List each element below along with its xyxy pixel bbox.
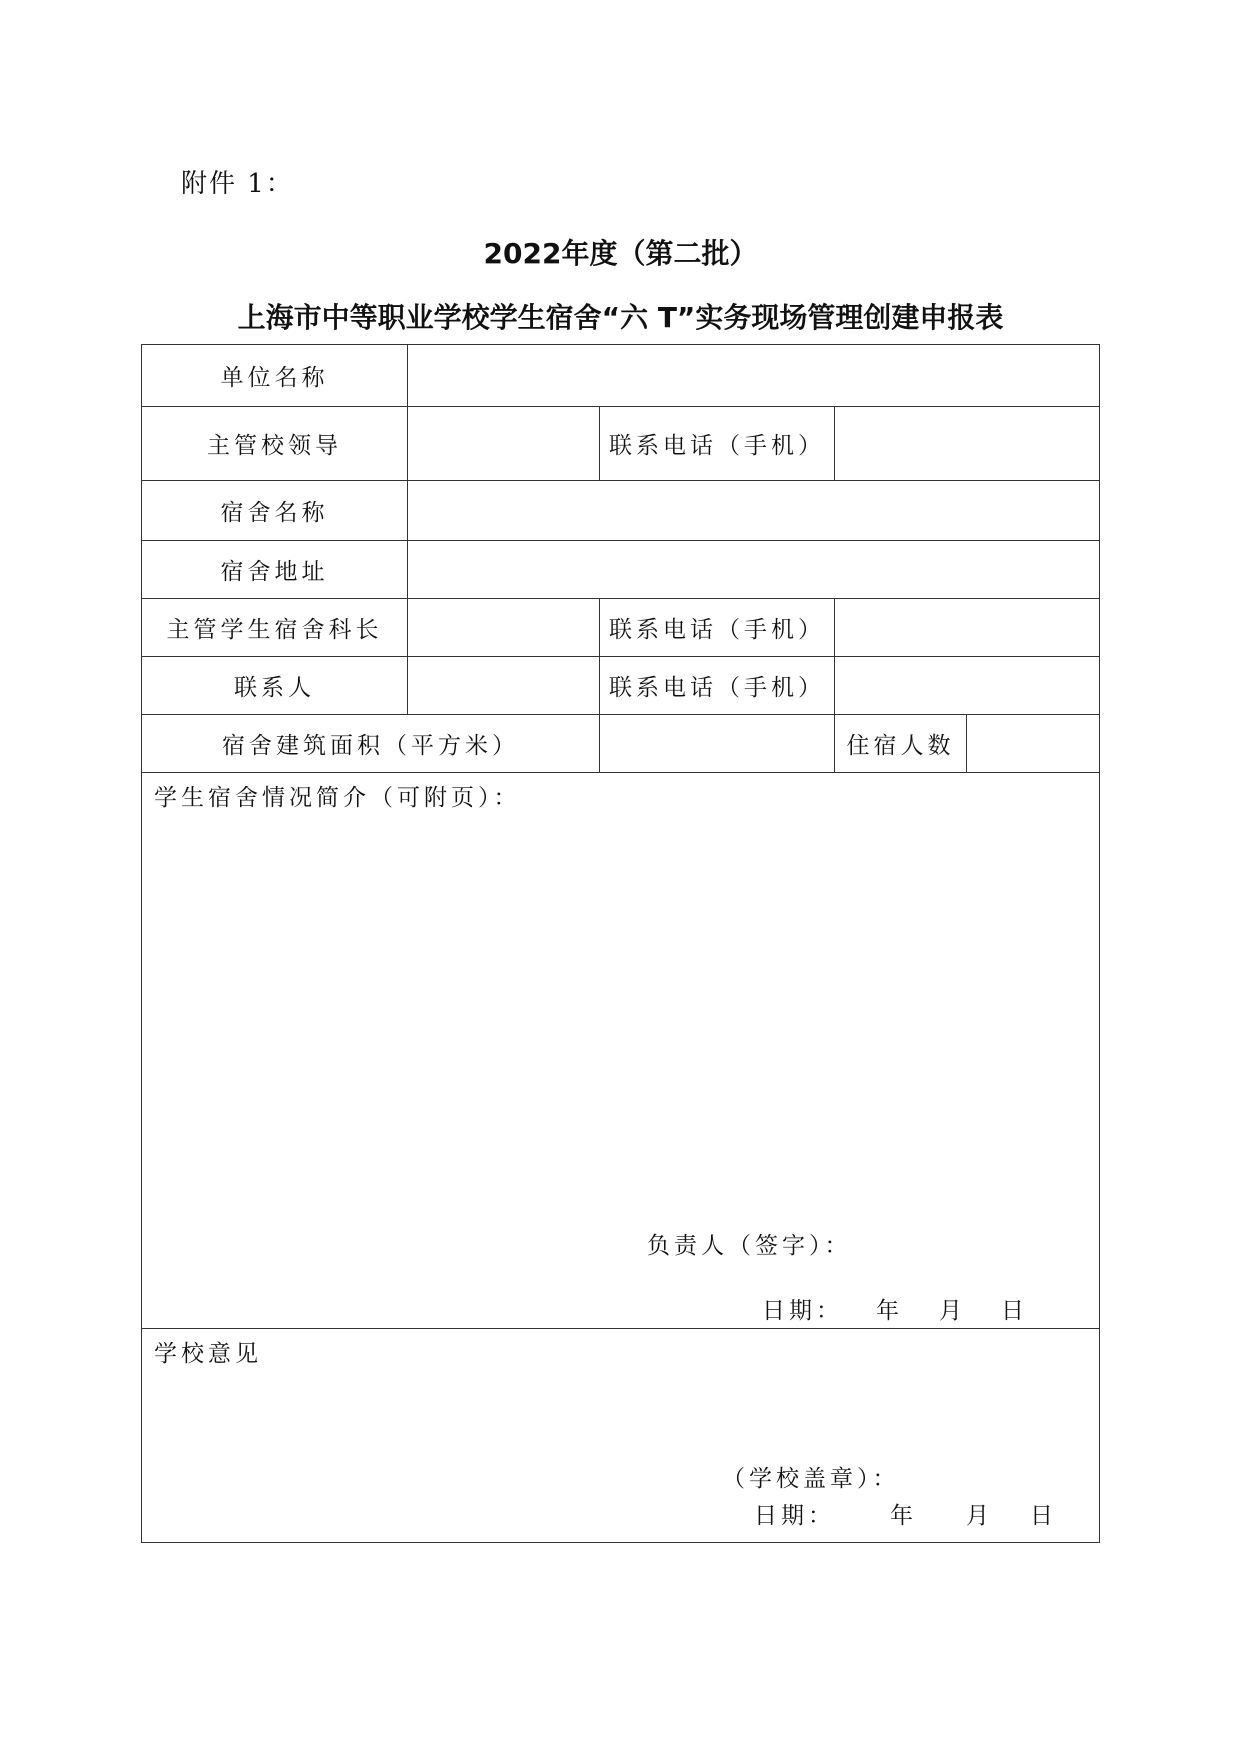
intro-year-label: 年 (876, 1298, 903, 1324)
dorm-address-label: 宿舍地址 (220, 559, 329, 585)
contact-label: 联系人 (234, 675, 315, 701)
leader-label: 主管校领导 (207, 433, 342, 459)
unit-name-label: 单位名称 (220, 365, 329, 391)
opinion-date-label: 日期： (754, 1503, 835, 1529)
leader-phone-field[interactable] (835, 407, 1099, 480)
dorm-name-field[interactable] (408, 481, 1099, 540)
form-title: 上海市中等职业学校学生宿舍“六 T”实务现场管理创建申报表 (237, 301, 1004, 334)
building-area-field[interactable] (600, 715, 834, 772)
contact-field[interactable] (408, 657, 599, 714)
contact-phone-field[interactable] (835, 657, 1099, 714)
intro-label: 学生宿舍情况简介（可附页）： (154, 785, 521, 811)
intro-textarea[interactable] (142, 773, 1099, 1328)
contact-phone-label: 联系电话（手机） (609, 675, 825, 701)
building-area-label: 宿舍建筑面积（平方米） (222, 733, 519, 759)
opinion-day-label: 日 (1030, 1503, 1057, 1529)
dorm-address-field[interactable] (408, 541, 1099, 598)
opinion-year-label: 年 (890, 1503, 917, 1529)
signer-label: 负责人（签字）： (647, 1233, 852, 1259)
opinion-month-label: 月 (966, 1503, 993, 1529)
dorm-name-label: 宿舍名称 (220, 500, 329, 526)
unit-name-field[interactable] (408, 345, 1099, 406)
school-seal-label: （学校盖章）： (722, 1466, 900, 1492)
attachment-label: 附件 1： (181, 169, 294, 199)
intro-day-label: 日 (1001, 1298, 1028, 1324)
section-chief-phone-label: 联系电话（手机） (609, 617, 825, 643)
intro-month-label: 月 (939, 1298, 966, 1324)
opinion-label: 学校意见 (154, 1341, 262, 1367)
intro-date-label: 日期： (762, 1298, 843, 1324)
form-title-year: 2022年度（第二批） (483, 237, 758, 270)
application-form-table (141, 344, 1100, 1543)
leader-field[interactable] (408, 407, 599, 480)
residents-field[interactable] (967, 715, 1099, 772)
section-chief-phone-field[interactable] (835, 599, 1099, 656)
section-chief-field[interactable] (408, 599, 599, 656)
section-chief-label: 主管学生宿舍科长 (166, 617, 383, 643)
opinion-textarea[interactable] (142, 1329, 1099, 1542)
residents-label: 住宿人数 (846, 733, 955, 759)
leader-phone-label: 联系电话（手机） (609, 433, 825, 459)
